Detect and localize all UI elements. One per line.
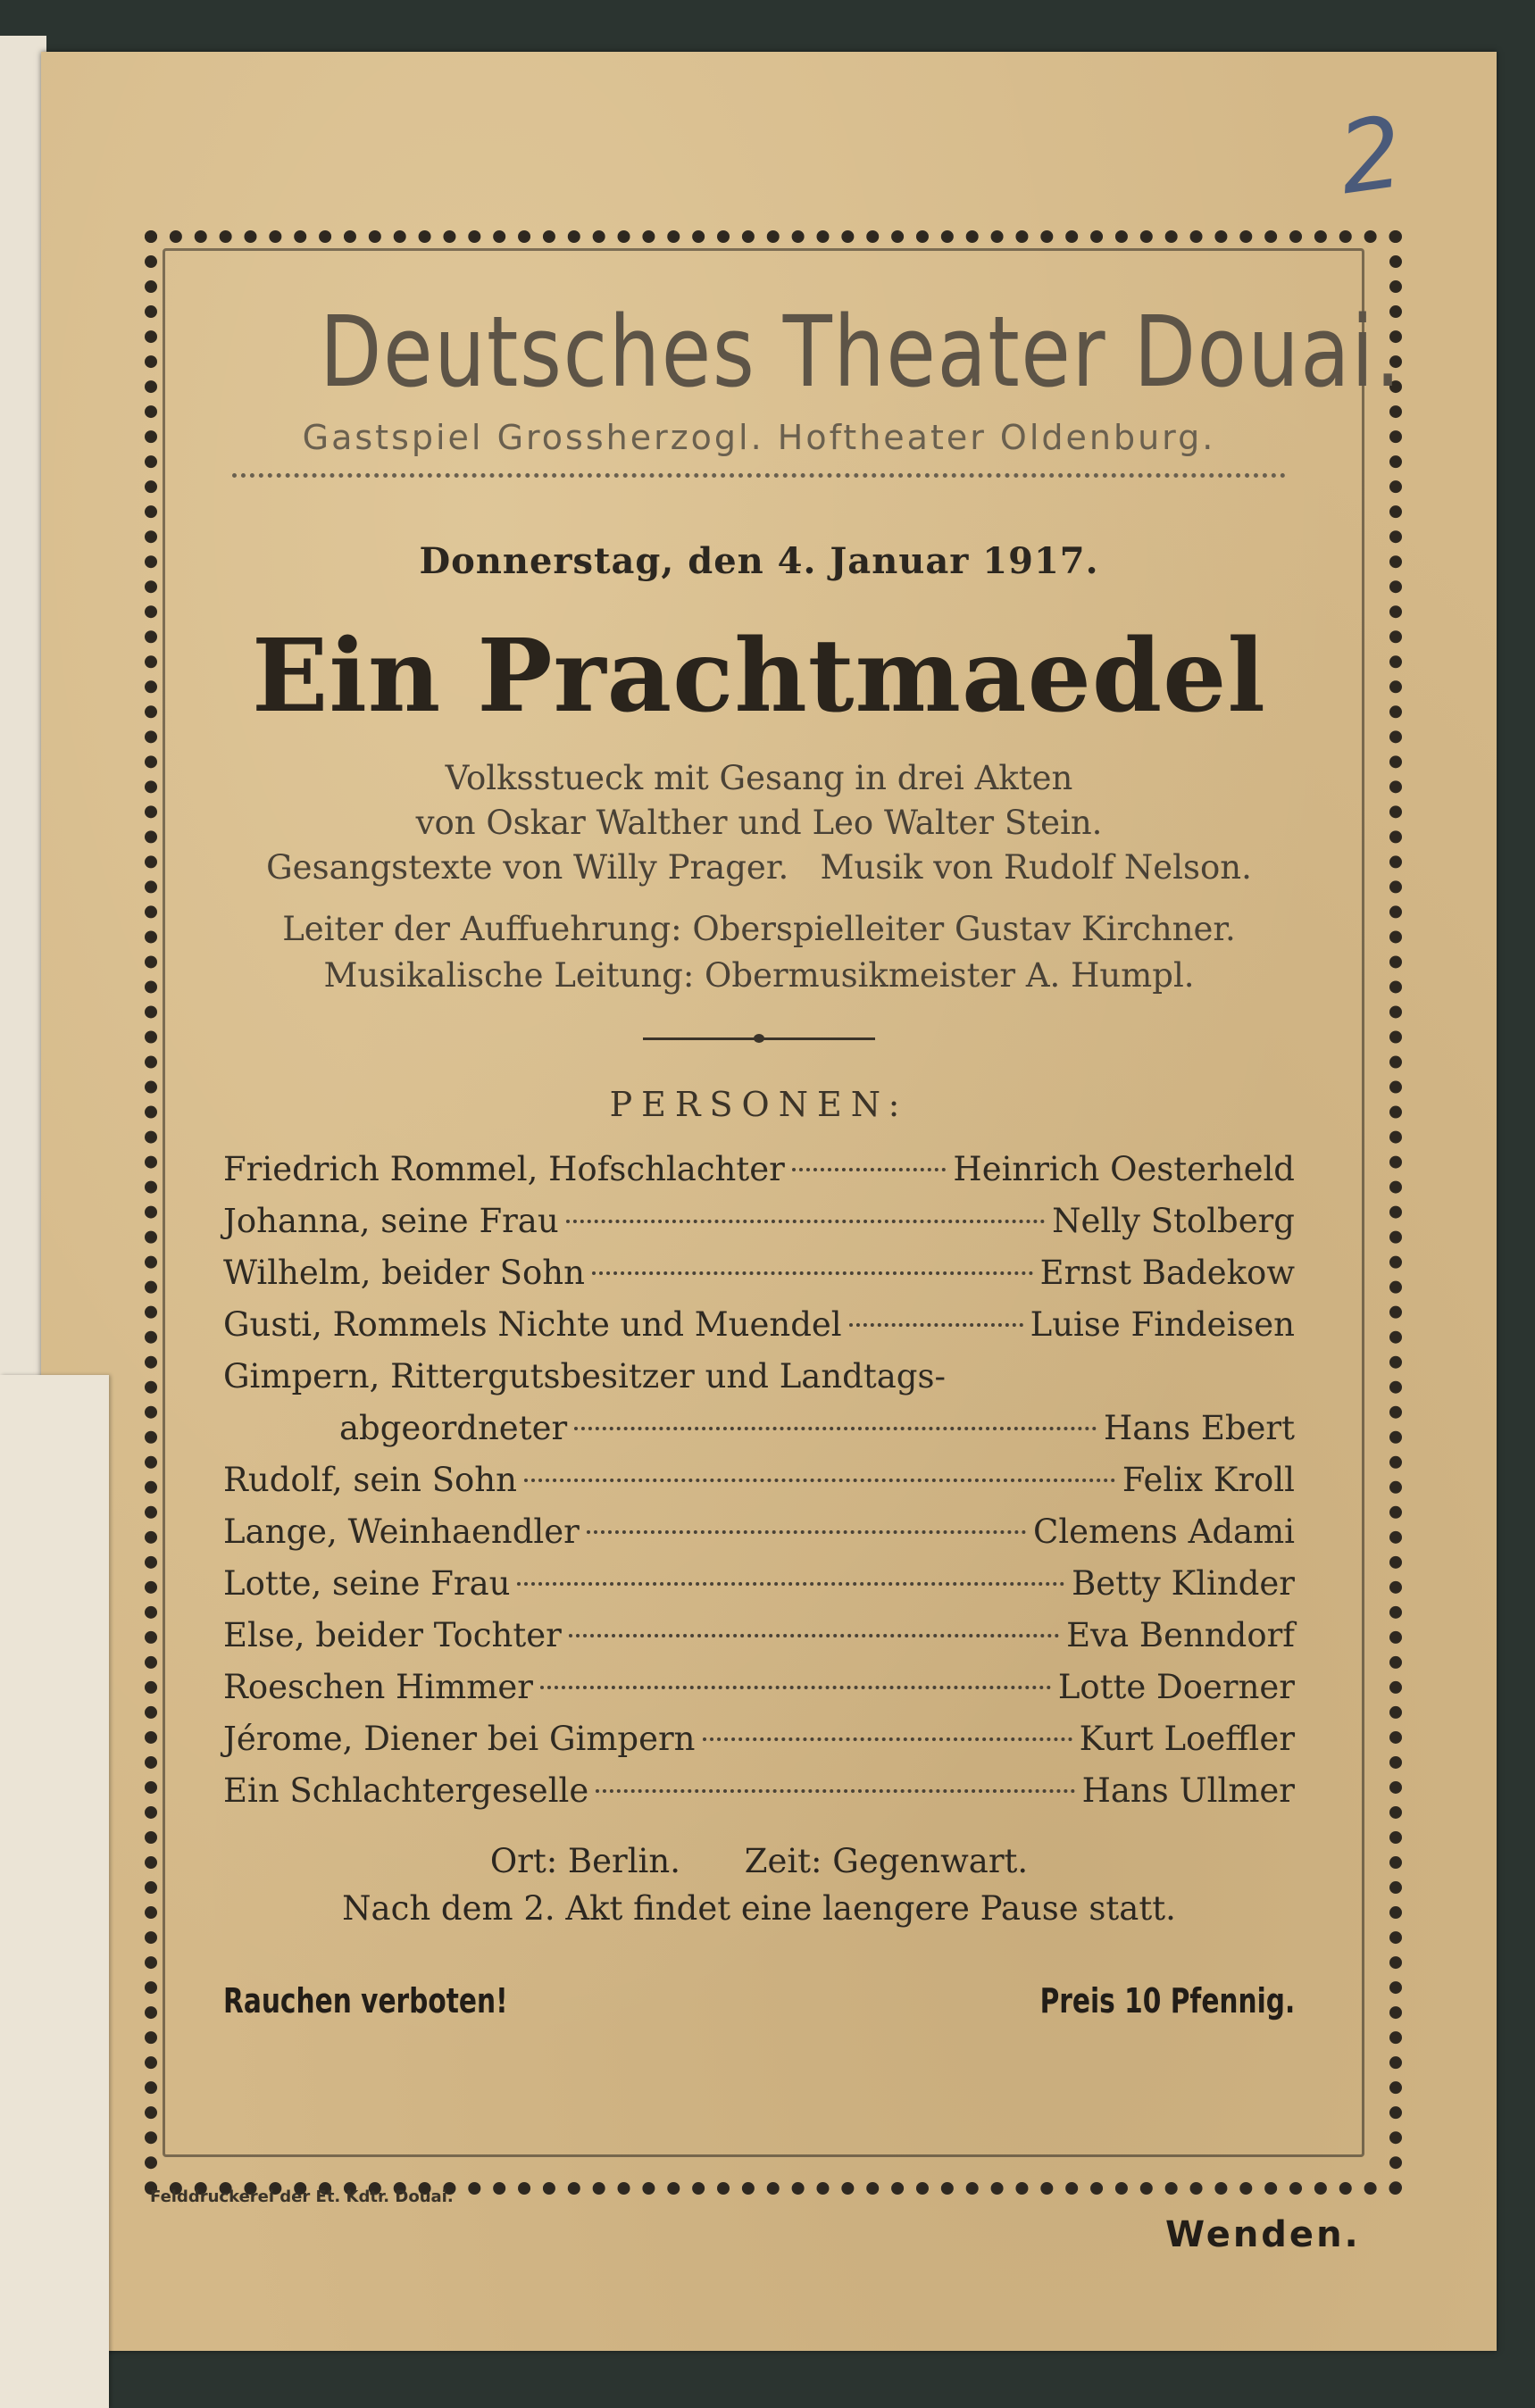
handwritten-annotation: 2 (1331, 94, 1410, 217)
cast-role: Roeschen Himmer (223, 1668, 533, 1707)
setting-line (223, 1842, 1295, 1880)
cast-row (223, 1299, 1295, 1351)
footer-row (223, 1981, 1295, 2021)
cast-role: Else, beider Tochter (223, 1616, 562, 1655)
cast-role: abgeordneter (339, 1409, 568, 1448)
cast-row (223, 1247, 1295, 1299)
setting-time: Zeit: Gegenwart. (744, 1842, 1029, 1881)
cast-actor: Felix Kroll (1122, 1461, 1295, 1500)
cast-role: Friedrich Rommel, Hofschlachter (223, 1150, 785, 1189)
cast-role: Gimpern, Rittergutsbesitzer und Landtags- (223, 1357, 946, 1396)
cast-row (223, 1454, 1295, 1506)
playbill-content (223, 268, 1403, 2021)
turn-over-notice: Wenden. (1165, 2214, 1361, 2255)
cast-heading: PERSONEN: (609, 1085, 909, 1125)
cast-row (223, 1662, 1295, 1713)
cast-actor: Eva Benndorf (1066, 1616, 1295, 1655)
cast-role: Ein Schlachtergeselle (223, 1771, 589, 1811)
intermission-note: Nach dem 2. Akt findet eine laengere Pause statt. (342, 1889, 1176, 1929)
cast-role: Gusti, Rommels Nichte und Muendel (223, 1305, 842, 1345)
cast-actor: Lotte Doerner (1057, 1668, 1295, 1707)
section-divider (643, 1037, 875, 1040)
cast-role: Lotte, seine Frau (223, 1564, 511, 1604)
cast-actor: Hans Ebert (1103, 1409, 1295, 1448)
dotted-divider (232, 473, 1286, 478)
cast-row (223, 1765, 1295, 1817)
cast-row (223, 1713, 1295, 1765)
cast-row (223, 1351, 1295, 1403)
cast-actor: Luise Findeisen (1030, 1305, 1295, 1345)
cast-list (223, 1144, 1295, 1817)
cast-row (223, 1506, 1295, 1558)
cast-actor: Ernst Badekow (1039, 1254, 1295, 1293)
no-smoking-notice: Rauchen verboten! (223, 1981, 508, 2021)
play-title: Ein Prachtmaedel (252, 618, 1266, 735)
cast-actor: Kurt Loeffler (1079, 1720, 1295, 1759)
cast-role: Lange, Weinhaendler (223, 1512, 580, 1552)
theater-name: Deutsches Theater Douai. (320, 295, 1403, 409)
cast-actor: Nelly Stolberg (1052, 1202, 1295, 1241)
price-label: Preis 10 Pfennig. (1039, 1981, 1295, 2021)
printer-imprint: Felddruckerei der Et. Kdtr. Douai. (150, 2187, 454, 2206)
guest-performance: Gastspiel Grossherzogl. Hoftheater Oldenburg. (302, 418, 1216, 457)
music-direction: Musikalische Leitung: Obermusikmeister A. Humpl. (323, 955, 1195, 995)
background-sheet-lower (0, 1375, 109, 2408)
cast-row (223, 1144, 1295, 1196)
cast-role: Johanna, seine Frau (223, 1202, 559, 1241)
performance-date: Donnerstag, den 4. Januar 1917. (419, 540, 1099, 582)
setting-place: Ort: Berlin. (489, 1842, 680, 1881)
cast-actor: Clemens Adami (1033, 1512, 1295, 1552)
cast-row (223, 1558, 1295, 1610)
cast-role: Rudolf, sein Sohn (223, 1461, 517, 1500)
cast-row (223, 1610, 1295, 1662)
cast-actor: Heinrich Oesterheld (953, 1150, 1295, 1189)
play-authors: von Oskar Walther und Leo Walter Stein. (415, 803, 1103, 842)
cast-role: Wilhelm, beider Sohn (223, 1254, 585, 1293)
play-genre: Volksstueck mit Gesang in drei Akten (445, 759, 1073, 797)
cast-actor: Betty Klinder (1072, 1564, 1295, 1604)
cast-row (223, 1196, 1295, 1247)
play-lyrics-music: Gesangstexte von Willy Prager. Musik von Rudolf Nelson. (266, 847, 1252, 887)
cast-role: Jérome, Diener bei Gimpern (223, 1720, 696, 1759)
stage-direction: Leiter der Auffuehrung: Oberspielleiter Gustav Kirchner. (282, 909, 1236, 948)
cast-row (223, 1403, 1295, 1454)
cast-actor: Hans Ullmer (1081, 1771, 1295, 1811)
